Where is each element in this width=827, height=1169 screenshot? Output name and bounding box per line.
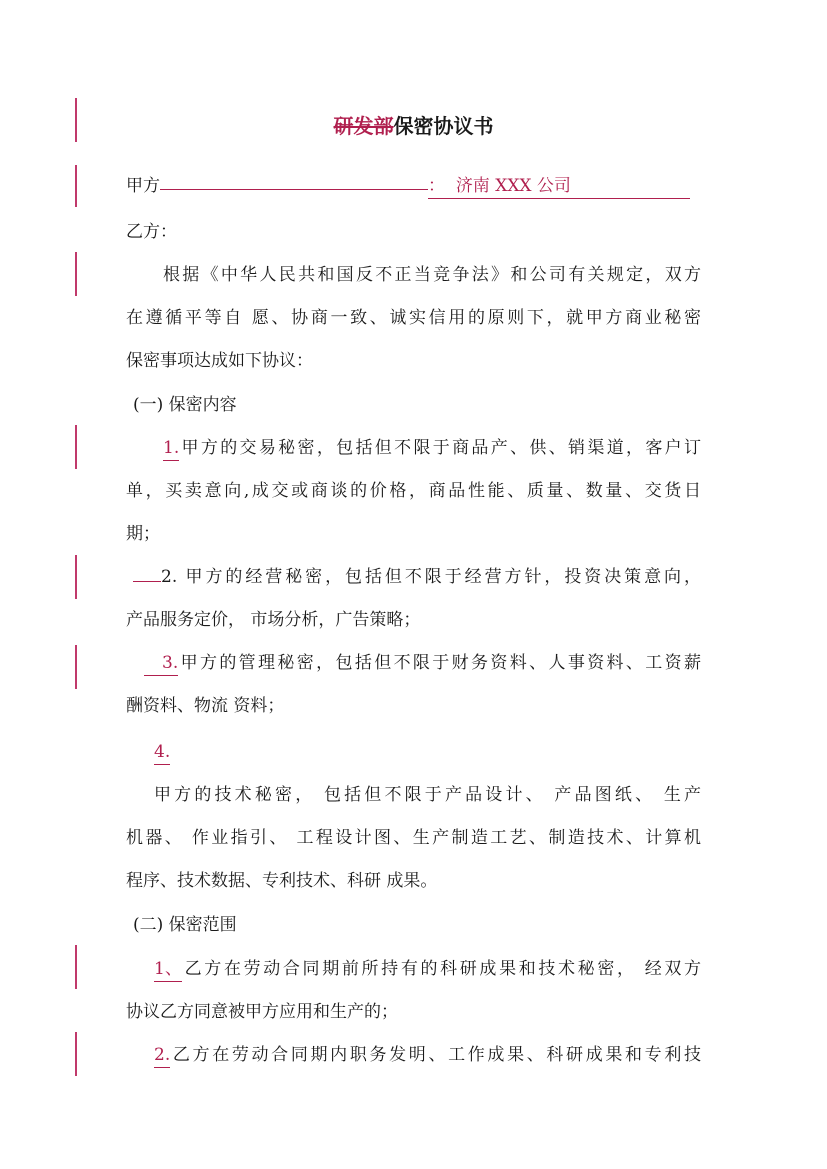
- scope-item-1-line-2: 协议乙方同意被甲方应用和生产的；: [126, 1002, 398, 1022]
- item-3-line-2: 酬资料、物流 资料；: [126, 696, 285, 716]
- item-4-number-line: [154, 740, 701, 765]
- party-a-line: [126, 174, 701, 199]
- scope-item-2-number: 2.: [154, 1043, 170, 1068]
- intro-line-1: 根据《中华人民共和国反不正当竞争法》和公司有关规定，双方: [163, 265, 701, 285]
- intro-line-3: 保密事项达成如下协议：: [126, 351, 313, 371]
- item-2-inserted-space: [133, 581, 161, 582]
- item-3-number: 3.: [144, 651, 178, 676]
- item-3-line-1: [144, 651, 701, 676]
- item-1-number: 1.: [163, 436, 179, 461]
- change-bar: [75, 165, 77, 207]
- item-1-line-1: [163, 436, 701, 461]
- change-bar: [75, 1032, 77, 1076]
- party-a-value-field: [428, 174, 690, 199]
- title-deleted-text: 研发部: [333, 114, 394, 138]
- scope-item-1-line-1: [154, 957, 701, 982]
- scope-item-1-text: 乙方在劳动合同期前所持有的科研成果和技术秘密， 经双方: [182, 959, 701, 979]
- item-1-line-3: 期；: [126, 524, 160, 544]
- party-a-label: 甲方: [126, 176, 160, 196]
- item-4-line-3: 程序、技术数据、专利技术、科研 成果。: [126, 871, 438, 891]
- item-4-line-1: 甲方的技术秘密， 包括但不限于产品设计、 产品图纸、 生产: [154, 785, 701, 805]
- party-a-colon: ：: [428, 176, 445, 196]
- item-2-line-1: [133, 565, 701, 589]
- intro-line-2: 在遵循平等自 愿、协商一致、诚实信用的原则下，就甲方商业秘密: [126, 308, 701, 328]
- scope-item-2-line-1: [154, 1043, 701, 1068]
- change-bar: [75, 645, 77, 689]
- section-1-heading: (一) 保密内容: [133, 395, 237, 415]
- item-3-text: 甲方的管理秘密，包括但不限于财务资料、人事资料、工资薪: [178, 653, 701, 673]
- title-main-text: 保密协议书: [393, 114, 494, 138]
- scope-item-1-number: 1、: [154, 957, 182, 982]
- item-2-text: 2. 甲方的经营秘密，包括但不限于经营方针，投资决策意向，: [161, 567, 701, 587]
- party-b-line: 乙方：: [126, 222, 177, 242]
- page-title: [0, 110, 827, 139]
- item-2-line-2: 产品服务定价， 市场分析，广告策略；: [126, 610, 421, 630]
- section-2-heading: (二) 保密范围: [133, 915, 237, 935]
- item-1-text: 甲方的交易秘密，包括但不限于商品产、供、销渠道，客户订: [179, 438, 701, 458]
- change-bar: [75, 555, 77, 599]
- scope-item-2-text: 乙方在劳动合同期内职务发明、工作成果、科研成果和专利技: [170, 1045, 701, 1065]
- change-bar: [75, 425, 77, 469]
- party-a-deleted-field: [160, 177, 428, 190]
- party-a-value: 济南 XXX 公司: [455, 176, 571, 196]
- change-bar: [75, 252, 77, 296]
- item-4-line-2: 机器、 作业指引、 工程设计图、生产制造工艺、制造技术、计算机: [126, 828, 701, 848]
- change-bar: [75, 945, 77, 989]
- item-1-line-2: 单，买卖意向,成交或商谈的价格，商品性能、质量、数量、交货日: [126, 481, 701, 501]
- item-4-number: 4.: [154, 740, 170, 765]
